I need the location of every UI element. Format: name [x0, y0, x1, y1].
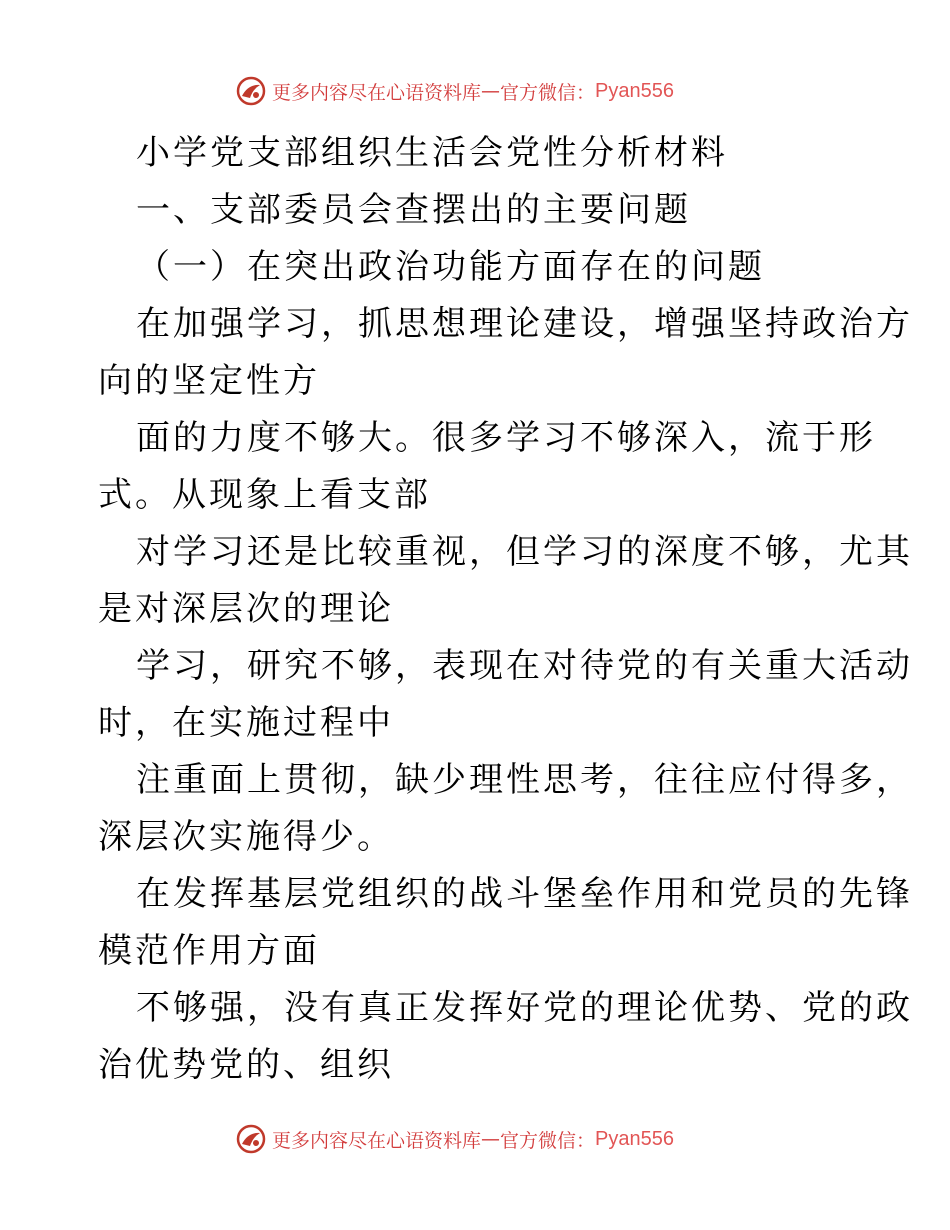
paragraph-line: 学习，研究不够，表现在对待党的有关重大活动 — [136, 646, 913, 686]
watermark-wechat-label: 官方微信： — [500, 1129, 596, 1152]
watermark-brand: 更多内容尽在心语资料库 — [272, 81, 482, 104]
subsection-heading: （一）在突出政治功能方面存在的问题 — [136, 247, 765, 287]
paragraph-line: 向的坚定性方 — [98, 361, 320, 401]
watermark-brand: 更多内容尽在心语资料库 — [272, 1129, 482, 1152]
watermark-wechat-id: Pyan556 — [595, 1127, 674, 1150]
logo-icon — [236, 1124, 266, 1154]
paragraph-line: 时，在实施过程中 — [98, 703, 394, 743]
paragraph-line: 在加强学习，抓思想理论建设，增强坚持政治方 — [136, 304, 913, 344]
paragraph-line: 面的力度不够大。很多学习不够深入，流于形 — [136, 418, 876, 458]
watermark-separator: — — [481, 1128, 501, 1150]
paragraph-line: 式。从现象上看支部 — [98, 475, 431, 515]
paragraph-line: 深层次实施得少。 — [98, 817, 394, 857]
watermark-footer — [236, 1122, 756, 1156]
paragraph-line: 对学习还是比较重视，但学习的深度不够，尤其 — [136, 532, 913, 572]
watermark-wechat-label: 官方微信： — [500, 81, 596, 104]
paragraph-line: 在发挥基层党组织的战斗堡垒作用和党员的先锋 — [136, 874, 913, 914]
paragraph-line: 注重面上贯彻，缺少理性思考，往往应付得多， — [136, 760, 913, 800]
watermark-separator: — — [481, 80, 501, 102]
paragraph-line: 不够强，没有真正发挥好党的理论优势、党的政 — [136, 988, 913, 1028]
document-title: 小学党支部组织生活会党性分析材料 — [136, 133, 728, 173]
paragraph-line: 治优势党的、组织 — [98, 1045, 394, 1085]
watermark-header — [236, 74, 756, 108]
watermark-wechat-id: Pyan556 — [595, 79, 674, 102]
logo-icon — [236, 76, 266, 106]
paragraph-line: 模范作用方面 — [98, 931, 320, 971]
section-heading: 一、支部委员会查摆出的主要问题 — [136, 190, 691, 230]
paragraph-line: 是对深层次的理论 — [98, 589, 394, 629]
document-body — [98, 125, 913, 1094]
